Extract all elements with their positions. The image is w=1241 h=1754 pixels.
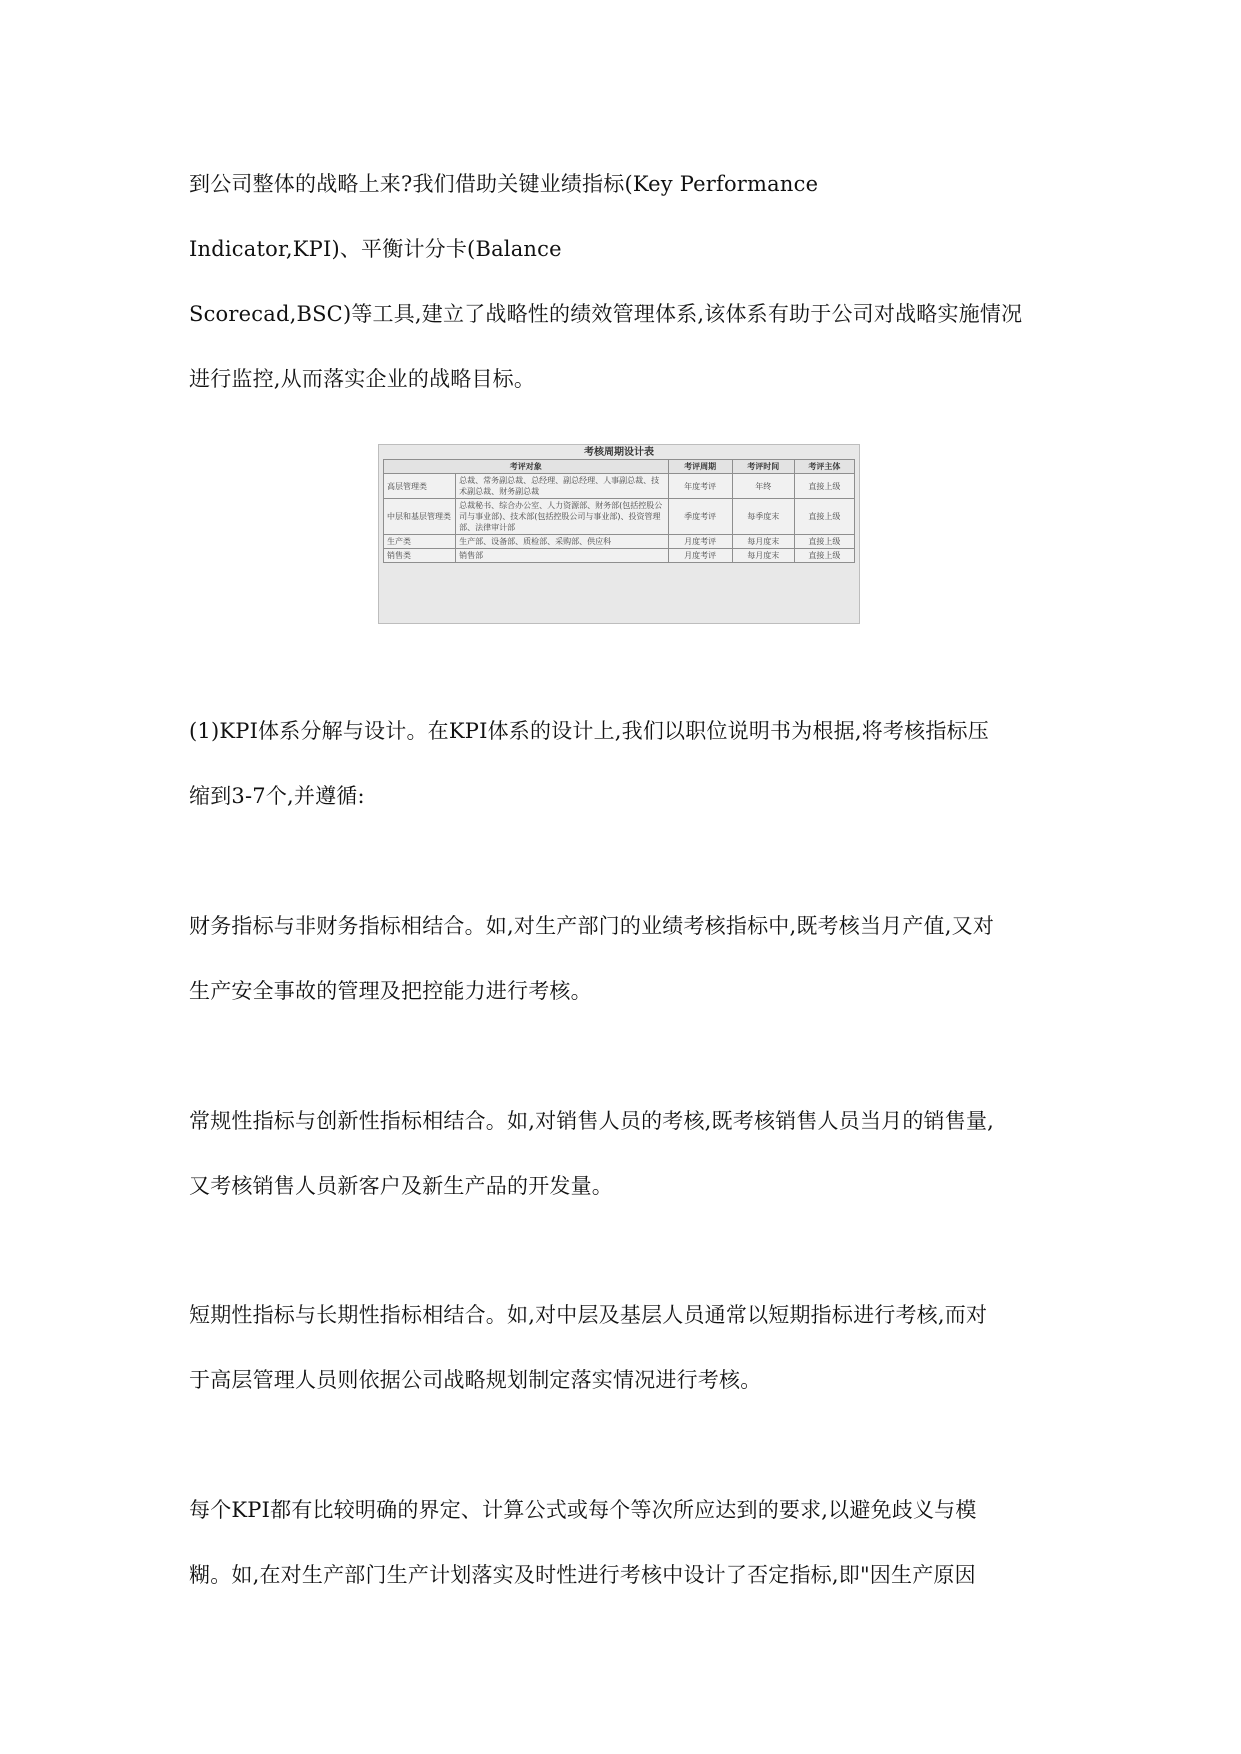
table-row	[384, 549, 855, 563]
text-line: 常规性指标与创新性指标相结合。如,对销售人员的考核,既考核销售人员当月的销售量,	[189, 1109, 995, 1133]
table-header: 考评对象	[384, 460, 669, 474]
table-cell: 季度考评	[668, 499, 732, 535]
text-line: 生产安全事故的管理及把控能力进行考核。	[189, 979, 592, 1003]
table-row	[384, 535, 855, 549]
table-cell: 每月度末	[732, 549, 794, 563]
text-line: 进行监控,从而落实企业的战略目标。	[189, 367, 536, 391]
text-line: (1)KPI体系分解与设计。在KPI体系的设计上,我们以职位说明书为根据,将考核指标压	[189, 719, 989, 743]
table-row	[384, 499, 855, 535]
text-line: 又考核销售人员新客户及新生产品的开发量。	[189, 1174, 613, 1198]
table-cell: 直接上级	[794, 535, 854, 549]
text-line: Scorecad,BSC)等工具,建立了战略性的绩效管理体系,该体系有助于公司对战略实施情况	[189, 302, 1023, 326]
table-cell: 销售类	[384, 549, 456, 563]
table-header: 考评时间	[732, 460, 794, 474]
table-cell: 直接上级	[794, 499, 854, 535]
table-cell: 月度考评	[668, 535, 732, 549]
text-line: 财务指标与非财务指标相结合。如,对生产部门的业绩考核指标中,既考核当月产值,又对	[189, 914, 995, 938]
text-line: Indicator,KPI)、平衡计分卡(Balance	[189, 237, 562, 261]
table-title: 考核周期设计表	[584, 447, 654, 458]
text-line: 到公司整体的战略上来?我们借助关键业绩指标(Key Performance	[189, 172, 819, 196]
table-header: 考评主体	[794, 460, 854, 474]
table-cell: 高层管理类	[384, 474, 456, 499]
table-row	[384, 474, 855, 499]
table-cell: 每季度末	[732, 499, 794, 535]
table-cell: 月度考评	[668, 549, 732, 563]
table-header-row	[384, 460, 855, 474]
table-cell: 销售部	[456, 549, 668, 563]
table-cell: 总裁秘书、综合办公室、人力资源部、财务部(包括控股公司与事业部)、技术部(包括控股公司与事业部)、投资管理部、法律审计部	[456, 499, 668, 535]
table-cell: 中层和基层管理类	[384, 499, 456, 535]
text-line: 短期性指标与长期性指标相结合。如,对中层及基层人员通常以短期指标进行考核,而对	[189, 1303, 988, 1327]
table-cell: 年度考评	[668, 474, 732, 499]
text-line: 于高层管理人员则依据公司战略规划制定落实情况进行考核。	[189, 1368, 762, 1392]
table-cell: 直接上级	[794, 474, 854, 499]
text-line: 缩到3-7个,并遵循:	[189, 784, 365, 808]
table-cell: 生产部、设备部、质检部、采购部、供应科	[456, 535, 668, 549]
table-cell: 总裁、常务副总裁、总经理、副总经理、人事副总裁、技术副总裁、财务副总裁	[456, 474, 668, 499]
table-header: 考评周期	[668, 460, 732, 474]
table-cell: 直接上级	[794, 549, 854, 563]
table-cell: 年终	[732, 474, 794, 499]
table-cell: 生产类	[384, 535, 456, 549]
table-cell: 每月度末	[732, 535, 794, 549]
assessment-cycle-table-figure	[378, 444, 860, 624]
assessment-cycle-table	[383, 459, 855, 563]
text-line: 糊。如,在对生产部门生产计划落实及时性进行考核中设计了否定指标,即"因生产原因	[189, 1563, 976, 1587]
text-line: 每个KPI都有比较明确的界定、计算公式或每个等次所应达到的要求,以避免歧义与模	[189, 1498, 977, 1522]
